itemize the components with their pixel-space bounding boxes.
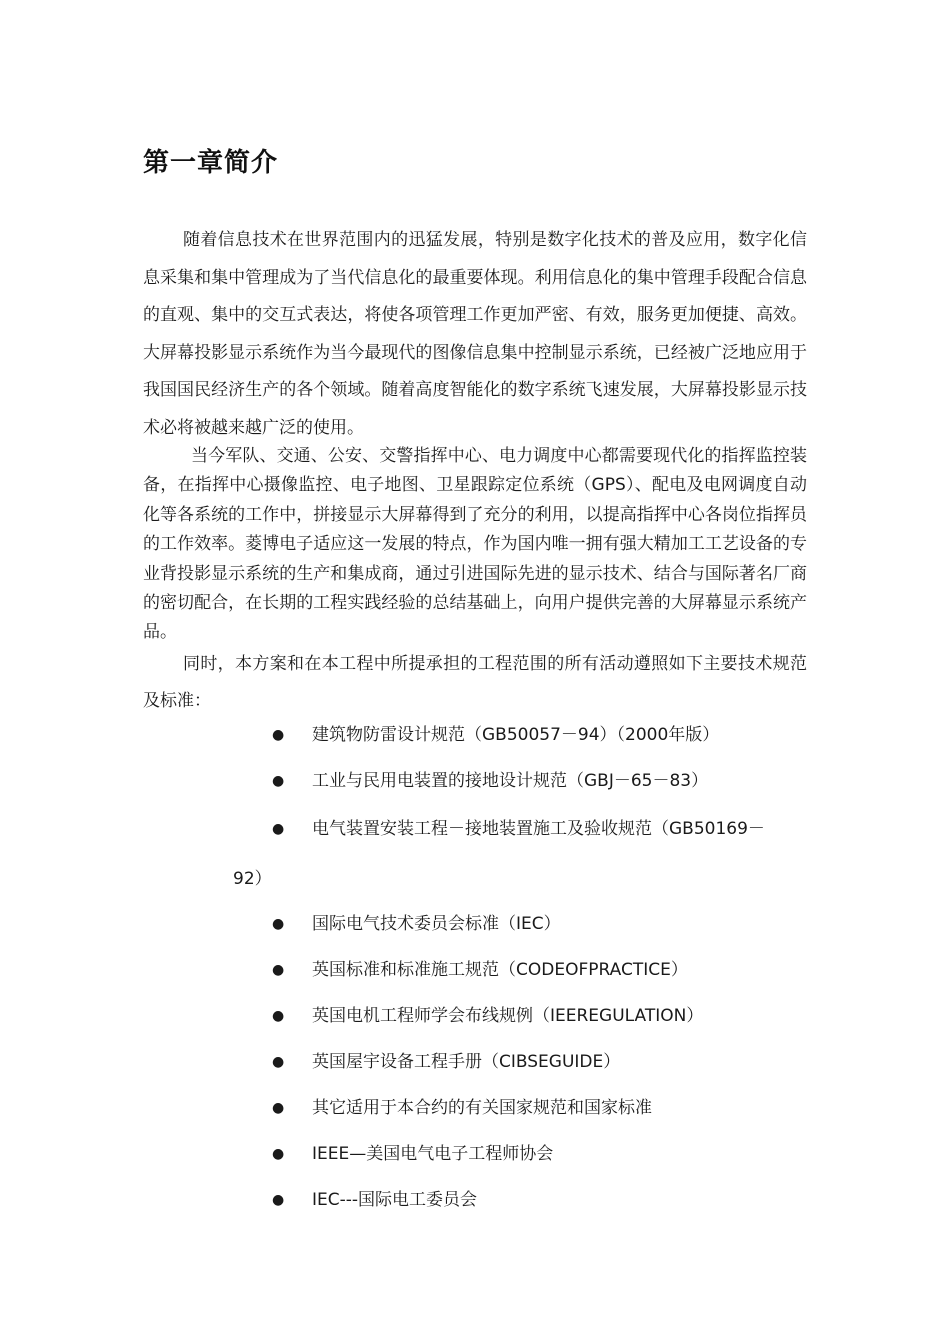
intro-paragraph: 随着信息技术在世界范围内的迅猛发展，特别是数字化技术的普及应用，数字化信息采集和集中管理成为了当代信息化的最重要体现。利用信息化的集中管理手段配合信息的直观、集中的交互式表达，将使各项管理工作更加严密、有效，服务更加便捷、高效。大屏幕投影显示系统作为当今最现代的图像信息集中控制显示系统，已经被广泛地应用于我国国民经济生产的各个领域。随着高度智能化的数字系统飞速发展，大屏幕投影显示技术必将被越来越广泛的使用。 [143,230,807,438]
standard-text: IEC---国际电工委员会 [312,1190,478,1210]
standard-text: 建筑物防雷设计规范（GB50057－94）（2000年版） [312,725,720,745]
bullet-icon: ● [272,821,285,837]
standard-text: 工业与民用电装置的接地设计规范（GBJ－65－83） [312,771,709,791]
bullet-icon: ● [272,727,285,743]
list-item [0,1139,950,1169]
standard-text: 英国标准和标准施工规范（CODEOFPRACTICE） [312,960,688,980]
bullet-icon: ● [272,962,285,978]
bullet-icon: ● [272,1008,285,1024]
list-item [0,814,950,844]
standards-intro-paragraph: 同时，本方案和在本工程中所提承担的工程范围的所有活动遵照如下主要技术规范及标准： [143,654,807,711]
list-item [0,1093,950,1123]
standard-text: 英国屋宇设备工程手册（CIBSEGUIDE） [312,1052,621,1072]
list-item [0,720,950,750]
bullet-icon: ● [272,1054,285,1070]
list-item [0,766,950,796]
standard-text: 其它适用于本合约的有关国家规范和国家标准 [312,1098,652,1118]
bullet-icon: ● [272,1146,285,1162]
standard-text: 国际电气技术委员会标准（IEC） [312,914,561,934]
list-item [0,1185,950,1215]
bullet-icon: ● [272,773,285,789]
chapter-title: 第一章简介 [143,148,279,178]
application-paragraph: 当今军队、交通、公安、交警指挥中心、电力调度中心都需要现代化的指挥监控装备，在指挥中心摄像监控、电子地图、卫星跟踪定位系统（GPS）、配电及电网调度自动化等各系统的工作中，拼接显示大屏幕得到了充分的利用，以提高指挥中心各岗位指挥员的工作效率。菱博电子适应这一发展的特点，作为国内唯一拥有强大精加工工艺设备的专业背投影显示系统的生产和集成商，通过引进国际先进的显示技术、结合与国际著名厂商的密切配合，在长期的工程实践经验的总结基础上，向用户提供完善的大屏幕显示系统产品。 [143,446,807,643]
standard-text: 电气装置安装工程－接地装置施工及验收规范（GB50169－ [312,819,765,839]
standard-text: 英国电机工程师学会布线规例（IEEREGULATION） [312,1006,704,1026]
list-item [0,1047,950,1077]
list-item [0,955,950,985]
bullet-icon: ● [272,916,285,932]
standard-text-continuation: 92） [233,869,272,889]
bullet-icon: ● [272,1100,285,1116]
standard-text: IEEE—美国电气电子工程师协会 [312,1144,554,1164]
list-item [0,909,950,939]
bullet-icon: ● [272,1192,285,1208]
list-item [0,1001,950,1031]
